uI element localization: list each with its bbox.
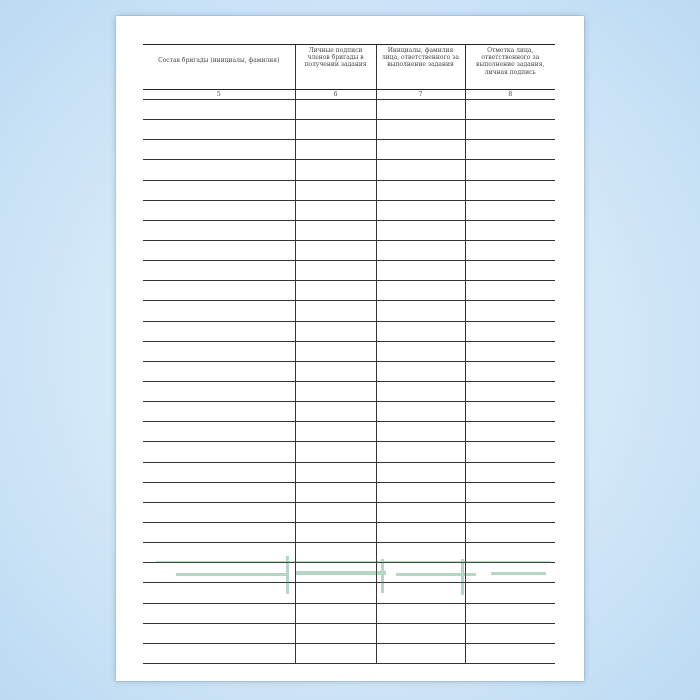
table-cell[interactable] bbox=[143, 381, 295, 401]
table-row bbox=[143, 120, 555, 140]
table-cell[interactable] bbox=[143, 301, 295, 321]
table-cell[interactable] bbox=[295, 281, 376, 301]
table-row bbox=[143, 381, 555, 401]
table-row bbox=[143, 200, 555, 220]
table-cell[interactable] bbox=[295, 522, 376, 542]
table-cell[interactable] bbox=[143, 623, 295, 643]
table-row bbox=[143, 361, 555, 381]
table-cell[interactable] bbox=[143, 482, 295, 502]
table-row bbox=[143, 643, 555, 663]
table-cell[interactable] bbox=[465, 321, 555, 341]
table-row bbox=[143, 422, 555, 442]
table-row bbox=[143, 140, 555, 160]
table-row bbox=[143, 442, 555, 462]
table-row bbox=[143, 402, 555, 422]
table-cell[interactable] bbox=[295, 301, 376, 321]
table-cell[interactable] bbox=[295, 603, 376, 623]
table-cell[interactable] bbox=[465, 240, 555, 260]
table-cell[interactable] bbox=[465, 462, 555, 482]
header-responsible-person: Инициалы, фамилия лица, ответственного за выполнение задания bbox=[376, 45, 465, 90]
table-row bbox=[143, 240, 555, 260]
table-cell[interactable] bbox=[376, 522, 465, 542]
table-cell[interactable] bbox=[376, 361, 465, 381]
table-row bbox=[143, 321, 555, 341]
table-row bbox=[143, 522, 555, 542]
table-cell[interactable] bbox=[376, 220, 465, 240]
table-cell[interactable] bbox=[295, 442, 376, 462]
table-cell[interactable] bbox=[143, 240, 295, 260]
table-cell[interactable] bbox=[376, 120, 465, 140]
table-cell[interactable] bbox=[376, 301, 465, 321]
table-cell[interactable] bbox=[143, 361, 295, 381]
column-number: 7 bbox=[376, 90, 465, 100]
table-cell[interactable] bbox=[376, 321, 465, 341]
table-cell[interactable] bbox=[295, 180, 376, 200]
header-brigade-composition: Состав бригады (инициалы, фамилия) bbox=[143, 45, 295, 90]
table-row bbox=[143, 261, 555, 281]
table-cell[interactable] bbox=[376, 240, 465, 260]
table-cell[interactable] bbox=[295, 402, 376, 422]
table-row bbox=[143, 301, 555, 321]
table-cell[interactable] bbox=[295, 361, 376, 381]
table-cell[interactable] bbox=[143, 261, 295, 281]
table-cell[interactable] bbox=[143, 321, 295, 341]
table-row bbox=[143, 281, 555, 301]
table-cell[interactable] bbox=[143, 180, 295, 200]
table-cell[interactable] bbox=[465, 361, 555, 381]
table-cell[interactable] bbox=[295, 482, 376, 502]
table-cell[interactable] bbox=[295, 200, 376, 220]
table-cell[interactable] bbox=[143, 100, 295, 120]
table-cell[interactable] bbox=[143, 502, 295, 522]
table-cell[interactable] bbox=[143, 603, 295, 623]
table-cell[interactable] bbox=[376, 643, 465, 663]
table-cell[interactable] bbox=[295, 261, 376, 281]
form-page bbox=[116, 16, 584, 681]
table-cell[interactable] bbox=[295, 623, 376, 643]
table-row bbox=[143, 482, 555, 502]
table-cell[interactable] bbox=[295, 381, 376, 401]
table-row bbox=[143, 160, 555, 180]
table-cell[interactable] bbox=[295, 220, 376, 240]
column-number-row bbox=[143, 90, 555, 100]
table-row bbox=[143, 100, 555, 120]
table-cell[interactable] bbox=[376, 200, 465, 220]
table-cell[interactable] bbox=[465, 180, 555, 200]
table-cell[interactable] bbox=[143, 522, 295, 542]
column-number: 6 bbox=[295, 90, 376, 100]
header-member-signatures: Личные подписи членов бригады в получении задания bbox=[295, 45, 376, 90]
table-cell[interactable] bbox=[143, 160, 295, 180]
table-cell[interactable] bbox=[376, 482, 465, 502]
table-row bbox=[143, 220, 555, 240]
table-cell[interactable] bbox=[465, 301, 555, 321]
table-cell[interactable] bbox=[143, 462, 295, 482]
table-cell[interactable] bbox=[376, 381, 465, 401]
table-cell[interactable] bbox=[376, 623, 465, 643]
table-cell[interactable] bbox=[465, 261, 555, 281]
table-cell[interactable] bbox=[465, 402, 555, 422]
table-row bbox=[143, 462, 555, 482]
table-cell[interactable] bbox=[295, 240, 376, 260]
table-cell[interactable] bbox=[465, 482, 555, 502]
table-cell[interactable] bbox=[465, 281, 555, 301]
table-cell[interactable] bbox=[465, 160, 555, 180]
table-cell[interactable] bbox=[295, 120, 376, 140]
table-cell[interactable] bbox=[465, 381, 555, 401]
column-number: 5 bbox=[143, 90, 295, 100]
table-cell[interactable] bbox=[295, 643, 376, 663]
table-cell[interactable] bbox=[465, 643, 555, 663]
table-cell[interactable] bbox=[376, 261, 465, 281]
table-cell[interactable] bbox=[465, 100, 555, 120]
table-cell[interactable] bbox=[465, 120, 555, 140]
table-row bbox=[143, 180, 555, 200]
table-cell[interactable] bbox=[143, 341, 295, 361]
table-row bbox=[143, 623, 555, 643]
table-cell[interactable] bbox=[295, 341, 376, 361]
table-cell[interactable] bbox=[295, 160, 376, 180]
table-cell[interactable] bbox=[143, 200, 295, 220]
table-cell[interactable] bbox=[465, 522, 555, 542]
table-row bbox=[143, 341, 555, 361]
table-cell[interactable] bbox=[376, 462, 465, 482]
table-cell[interactable] bbox=[295, 100, 376, 120]
header-completion-mark: Отметка лица, ответственного за выполнение задания, личная подпись bbox=[465, 45, 555, 90]
table-cell[interactable] bbox=[295, 321, 376, 341]
table-cell[interactable] bbox=[465, 442, 555, 462]
table-cell[interactable] bbox=[143, 402, 295, 422]
table-cell[interactable] bbox=[143, 220, 295, 240]
table-cell[interactable] bbox=[143, 281, 295, 301]
table-cell[interactable] bbox=[376, 140, 465, 160]
table-cell[interactable] bbox=[376, 341, 465, 361]
table-cell[interactable] bbox=[465, 502, 555, 522]
table-cell[interactable] bbox=[465, 623, 555, 643]
table-cell[interactable] bbox=[143, 120, 295, 140]
table-cell[interactable] bbox=[465, 140, 555, 160]
table-cell[interactable] bbox=[376, 603, 465, 623]
table-cell[interactable] bbox=[376, 160, 465, 180]
table-cell[interactable] bbox=[143, 442, 295, 462]
table-cell[interactable] bbox=[295, 462, 376, 482]
column-number: 8 bbox=[465, 90, 555, 100]
table-cell[interactable] bbox=[465, 603, 555, 623]
table-cell[interactable] bbox=[143, 422, 295, 442]
table-cell[interactable] bbox=[376, 281, 465, 301]
table-cell[interactable] bbox=[376, 100, 465, 120]
table-row bbox=[143, 603, 555, 623]
table-cell[interactable] bbox=[376, 422, 465, 442]
table-cell[interactable] bbox=[465, 422, 555, 442]
table-cell[interactable] bbox=[465, 220, 555, 240]
watermark bbox=[156, 551, 551, 595]
table-cell[interactable] bbox=[376, 402, 465, 422]
table-cell[interactable] bbox=[295, 422, 376, 442]
table-cell[interactable] bbox=[465, 341, 555, 361]
header-row bbox=[143, 45, 555, 90]
table-cell[interactable] bbox=[376, 180, 465, 200]
table-cell[interactable] bbox=[295, 502, 376, 522]
table-row bbox=[143, 502, 555, 522]
table-cell[interactable] bbox=[376, 502, 465, 522]
table-cell[interactable] bbox=[143, 140, 295, 160]
table-cell[interactable] bbox=[143, 643, 295, 663]
table-cell[interactable] bbox=[295, 140, 376, 160]
table-cell[interactable] bbox=[376, 442, 465, 462]
table-cell[interactable] bbox=[465, 200, 555, 220]
